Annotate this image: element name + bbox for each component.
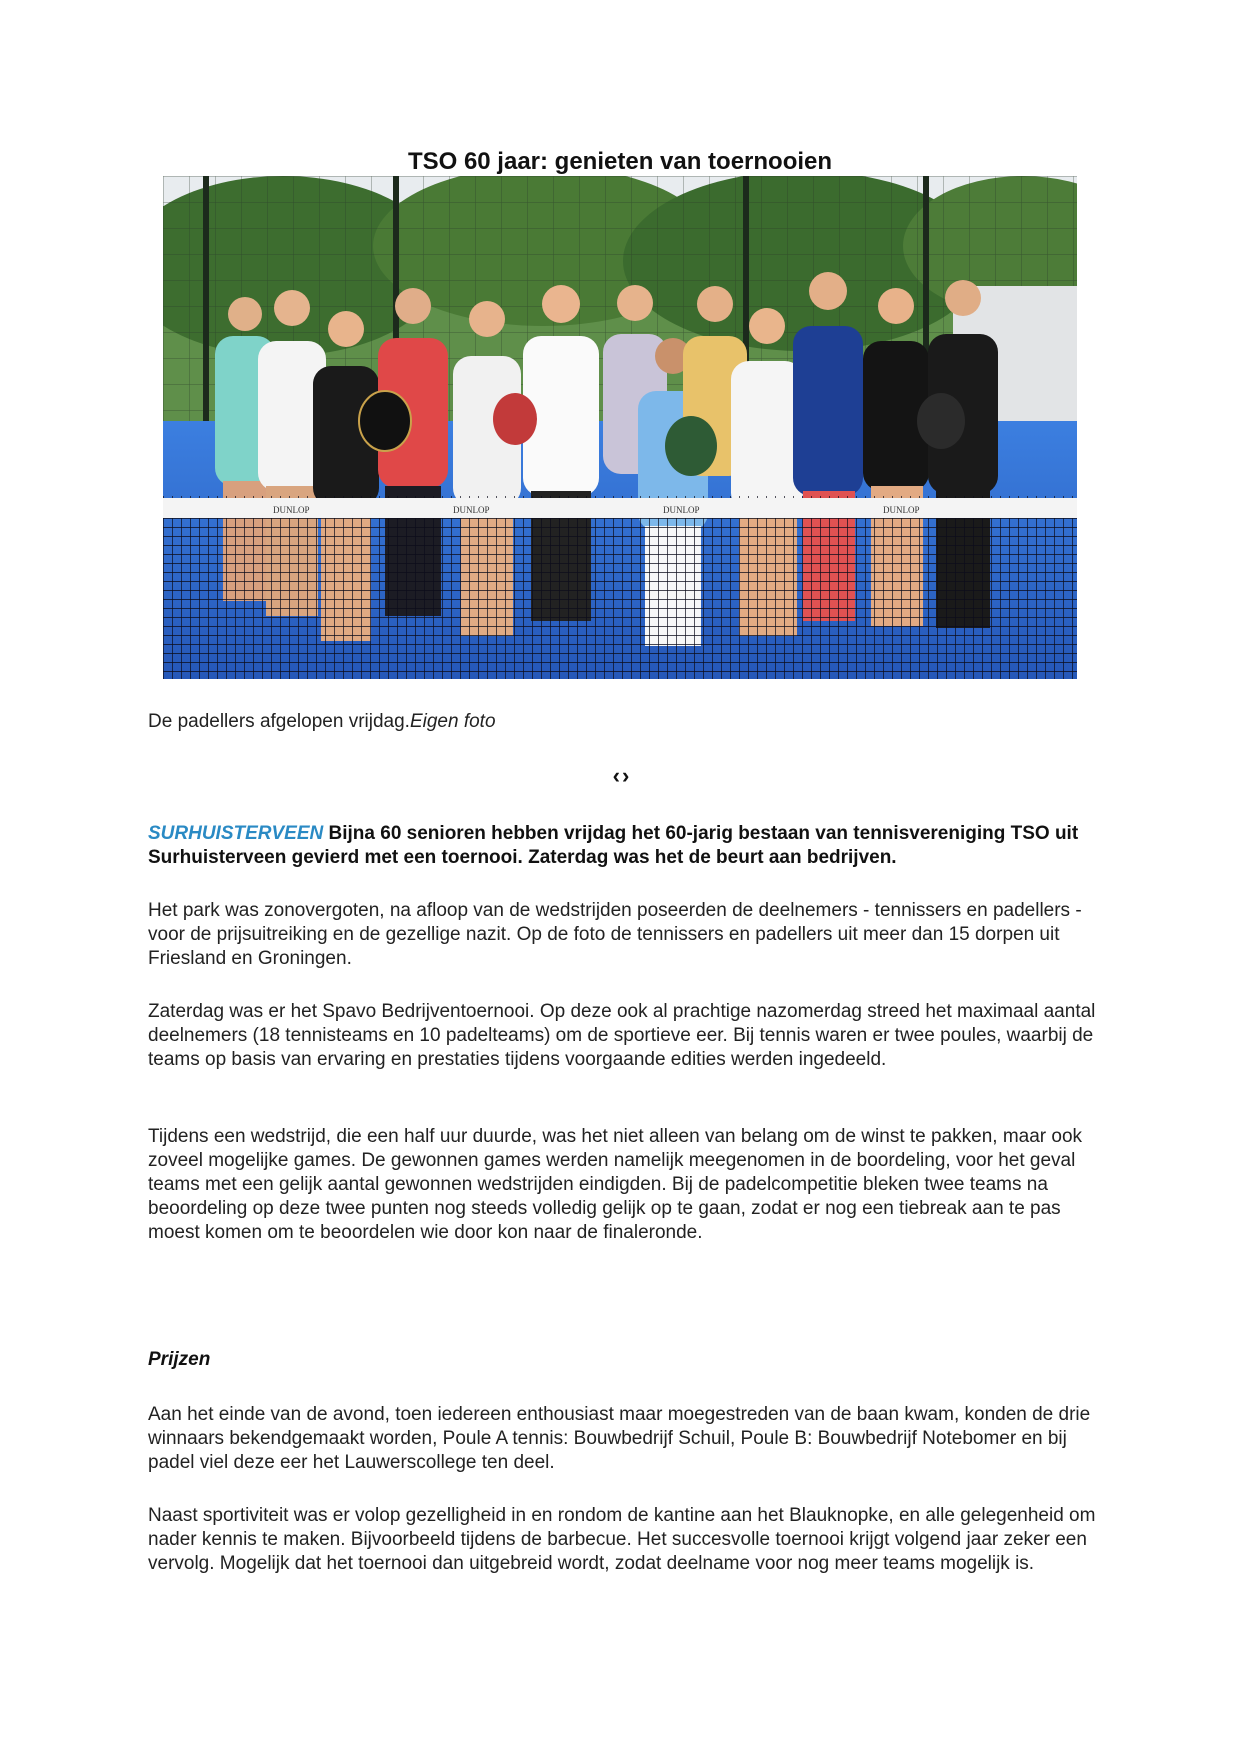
chevron-right-icon[interactable]: › xyxy=(622,763,630,788)
paragraph-3: Tijdens een wedstrijd, die een half uur duurde, was het niet alleen van belang om de winst te pakken, maar ook zoveel mogelijke games. De gewonnen games werden namelijk meegenomen in de boordeling, voor het geval teams met een gelijk aantal gewonnen wedstrijden eindigden. Bij de padelcompetitie bleken twee teams na beoordeling op deze twee punten nog steeds volledig gelijk op te gaan, zodat er nog een tiebreak aan te pas moest komen om te beoordelen wie door kon naar de finaleronde. xyxy=(148,1126,1083,1243)
paragraph-4: Aan het einde van de avond, toen iedereen enthousiast maar moegestreden van de baan kwam, konden de drie winnaars bekendgemaakt worden, Poule A tennis: Bouwbedrijf Schuil, Poule B: Bouwbedrijf Notebomer en bij padel viel deze eer het Lauwerscollege ten deel. xyxy=(148,1404,1091,1473)
article-title: TSO 60 jaar: genieten van toernooien xyxy=(407,148,833,175)
caption-text: De padellers afgelopen vrijdag. xyxy=(148,711,410,732)
caption-credit: Eigen foto xyxy=(409,711,496,732)
lead-text: Bijna 60 senioren hebben vrijdag het 60-jarig bestaan van tennisvereniging TSO uit Surhuisterveen gevierd met een toernooi. Zaterdag was het de beurt aan bedrijven. xyxy=(148,823,1079,868)
section-heading-prijzen: Prijzen xyxy=(148,1349,211,1370)
svg-text:DUNLOP: DUNLOP xyxy=(883,505,920,515)
article-lead xyxy=(148,822,1098,870)
gallery-nav xyxy=(606,763,636,789)
chevron-left-icon[interactable]: ‹ xyxy=(612,763,620,788)
photo-caption xyxy=(148,711,496,733)
paragraph-1: Het park was zonovergoten, na afloop van de wedstrijden poseerden de deelnemers - tennissers en padellers - voor de prijsuitreiking en de gezellige nazit. Op de foto de tennissers en padellers uit meer dan 15 dorpen uit Friesland en Groningen. xyxy=(148,900,1082,969)
dateline: SURHUISTERVEEN xyxy=(148,823,324,844)
svg-text:DUNLOP: DUNLOP xyxy=(453,505,490,515)
paragraph-5: Naast sportiviteit was er volop gezelligheid in en rondom de kantine aan het Blauknopke, en alle gelegenheid om nader kennis te maken. Bijvoorbeeld tijdens de barbecue. Het succesvolle toernooi krijgt volgend jaar zeker een vervolg. Mogelijk dat het toernooi dan uitgebreid wordt, zodat deelname voor nog meer teams mogelijk is. xyxy=(148,1505,1096,1574)
svg-text:DUNLOP: DUNLOP xyxy=(663,505,700,515)
svg-text:DUNLOP: DUNLOP xyxy=(273,505,310,515)
paragraph-2: Zaterdag was er het Spavo Bedrijventoernooi. Op deze ook al prachtige nazomerdag streed het maximaal aantal deelnemers (18 tennisteams en 10 padelteams) om de sportieve eer. Bij tennis waren er twee poules, waarbij de teams op basis van ervaring en prestaties tijdens voorgaande edities werden ingedeeld. xyxy=(148,1001,1096,1070)
article-photo xyxy=(163,176,1077,679)
